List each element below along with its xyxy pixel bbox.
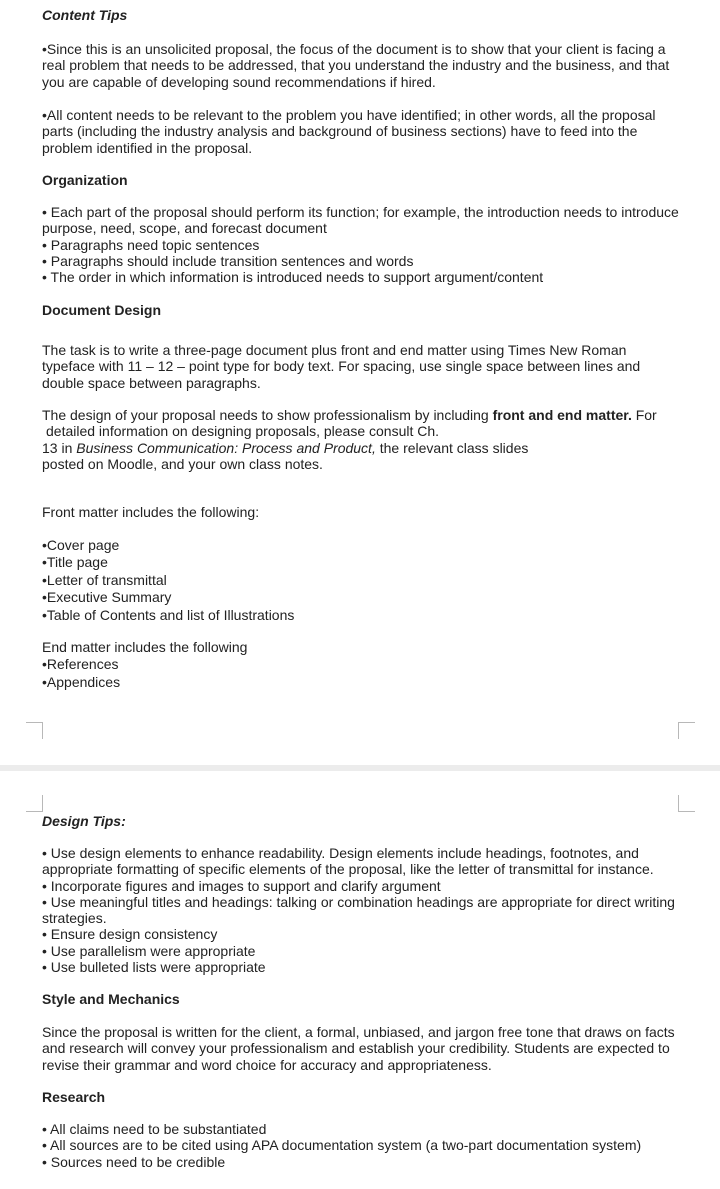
content-tips-heading: Content Tips (42, 7, 128, 23)
list-item: • Use meaningful titles and headings: talking or combination headings are appropriate for direct writing strategies. (42, 893, 675, 927)
bullet-icon: • (42, 107, 47, 123)
organization-list (42, 204, 682, 285)
list-item: • Sources need to be credible (42, 1153, 226, 1170)
page-corner-mark (26, 795, 43, 812)
list-item: •Letter of transmittal (42, 571, 167, 588)
design-tips-list (42, 845, 682, 975)
research-list (42, 1121, 682, 1170)
style-paragraph: Since the proposal is written for the client, a formal, unbiased, and jargon free tone that draws on facts and research will convey your professionalism and establish your credibility. Students are expected to revise their grammar and word choice for accuracy and appropriateness. (42, 1024, 675, 1073)
end-matter-section (42, 639, 682, 691)
list-item: • Use parallelism were appropriate (42, 942, 256, 959)
list-item: •Appendices (42, 673, 121, 690)
list-item: •Table of Contents and list of Illustrations (42, 606, 295, 623)
list-item: •Executive Summary (42, 589, 172, 606)
list-item: • Paragraphs should include transition sentences and words (42, 252, 414, 269)
list-item: • All sources are to be cited using APA documentation system (a two-part documentation system) (42, 1137, 642, 1154)
design-paragraph: The design of your proposal needs to show professionalism by including front and end matter. For detailed information on designing proposals, please consult Ch. 13 in Business Communication: Process and Product, the relevant class slides posted on Moodle, and your own class notes. (42, 407, 657, 472)
list-item: • Paragraphs need topic sentences (42, 236, 260, 253)
list-item: • The order in which information is introduced needs to support argument/content (42, 269, 544, 286)
list-item: •Cover page (42, 537, 120, 553)
page-corner-mark (678, 795, 695, 812)
front-matter-intro: Front matter includes the following: (42, 504, 260, 520)
list-item: • All claims need to be substantiated (42, 1121, 267, 1137)
list-item: •Title page (42, 554, 108, 571)
list-item: • Ensure design consistency (42, 926, 218, 943)
list-item: • Each part of the proposal should perform its function; for example, the introduction needs to introduce purpose, need, scope, and forecast document (42, 204, 679, 237)
document-design-heading: Document Design (42, 302, 162, 318)
front-matter-list (42, 537, 682, 624)
page-corner-mark (26, 722, 43, 739)
document-page-2 (0, 771, 720, 1189)
bullet-icon: • (42, 41, 47, 57)
list-item: • Incorporate figures and images to support and clarify argument (42, 877, 441, 894)
style-mechanics-heading: Style and Mechanics (42, 991, 180, 1007)
research-heading: Research (42, 1089, 106, 1105)
page-corner-mark (678, 722, 695, 739)
design-tips-heading: Design Tips: (42, 813, 126, 829)
end-matter-intro: End matter includes the following (42, 639, 248, 655)
task-paragraph: The task is to write a three-page document plus front and end matter using Times New Roman typeface with 11 – 12 – point type for body text. For spacing, use single space between lines and double space between paragraphs. (42, 342, 641, 391)
list-item: • Use design elements to enhance readability. Design elements include headings, footnotes, and appropriate formatting of specific elements of the proposal, like the letter of transmittal for instance. (42, 845, 654, 878)
list-item: • Use bulleted lists were appropriate (42, 959, 266, 976)
organization-heading: Organization (42, 172, 128, 188)
list-item: •References (42, 656, 119, 673)
content-tip-1: •Since this is an unsolicited proposal, the focus of the document is to show that your client is facing a real problem that needs to be addressed, that you understand the industry and the business, and that you are capable of developing sound recommendations if hired. (42, 41, 670, 90)
content-tip-2: •All content needs to be relevant to the problem you have identified; in other words, all the proposal parts (including the industry analysis and background of business sections) have to feed into the problem identified in the proposal. (42, 107, 656, 156)
